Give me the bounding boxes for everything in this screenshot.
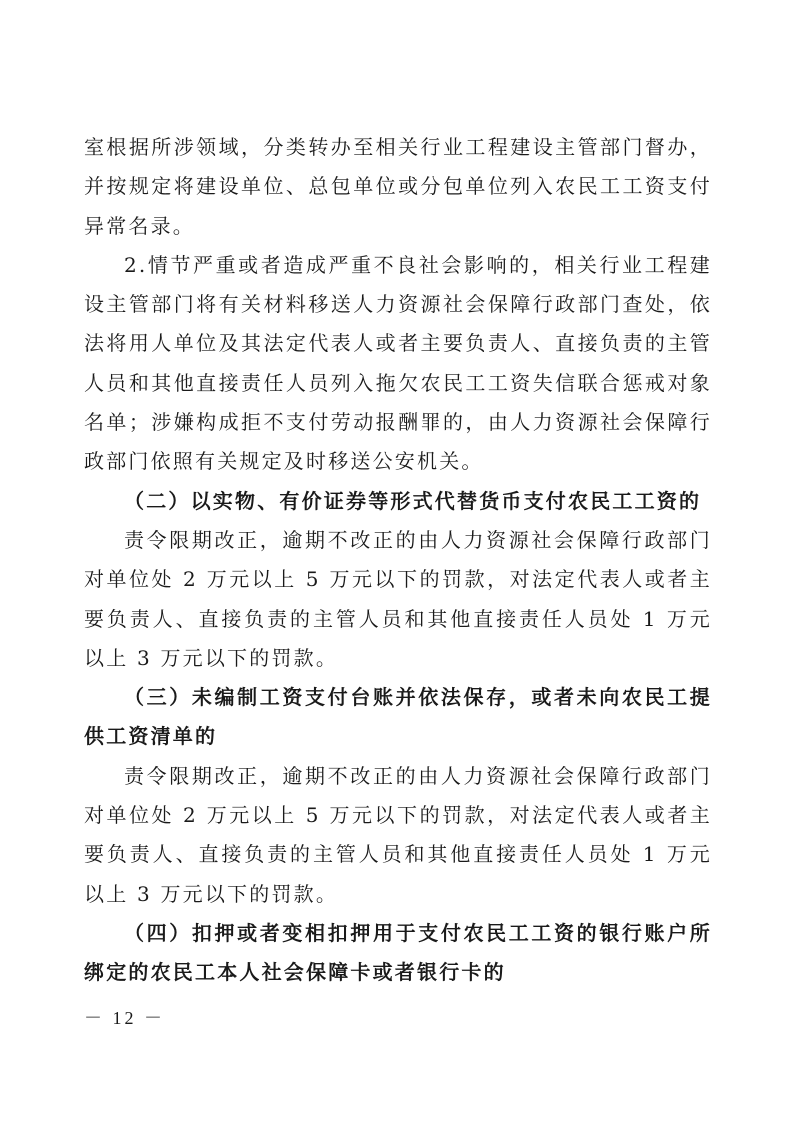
body-paragraph-1: 室根据所涉领域，分类转办至相关行业工程建设主管部门督办，并按规定将建设单位、总包单位或分包单位列入农民工工资支付异常名录。 — [84, 135, 712, 238]
section-heading-4: （四）扣押或者变相扣押用于支付农民工工资的银行账户所绑定的农民工本人社会保障卡或者银行卡的 — [84, 920, 712, 985]
document-page — [84, 128, 712, 993]
page-number: － 12 － — [84, 1008, 165, 1028]
body-paragraph-3: 责令限期改正，逾期不改正的由人力资源社会保障行政部门对单位处 2 万元以上 5 万元以下的罚款，对法定代表人或者主要负责人、直接负责的主管人员和其他直接责任人员处 1 万元以上 3 万元以下的罚款。 — [84, 527, 712, 670]
section-heading-3: （三）未编制工资支付台账并依法保存，或者未向农民工提供工资清单的 — [84, 685, 712, 749]
section-heading-2: （二）以实物、有价证券等形式代替货币支付农民工工资的 — [124, 488, 702, 513]
body-paragraph-4: 责令限期改正，逾期不改正的由人力资源社会保障行政部门对单位处 2 万元以上 5 万元以下的罚款，对法定代表人或者主要负责人、直接负责的主管人员和其他直接责任人员处 1 万元以上 3 万元以下的罚款。 — [84, 763, 712, 906]
body-paragraph-2: 2.情节严重或者造成严重不良社会影响的，相关行业工程建设主管部门将有关材料移送人力资源社会保障行政部门查处，依法将用人单位及其法定代表人或者主要负责人、直接负责的主管人员和其他直接责任人员列入拖欠农民工工资失信联合惩戒对象名单；涉嫌构成拒不支付劳动报酬罪的，由人力资源社会保障行政部门依照有关规定及时移送公安机关。 — [84, 252, 712, 474]
